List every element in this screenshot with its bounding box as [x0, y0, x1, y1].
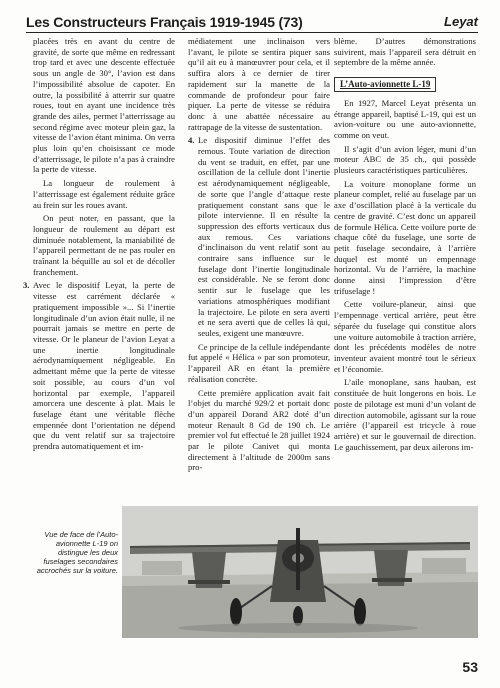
paragraph: La longueur de roulement à l’atterrissage est également réduite grâce au frein sur les roues avant.	[33, 178, 175, 210]
paragraph: La voiture monoplane forme un planeur complet, relié au fuselage par un axe d’oscillation placé à la verticale du centre de gravité. C’est donc un appareil de formule Hélica. Cette voilure porte de chaque côté du fuselage, une sorte de petit fuselage secondaire, à l’arrière duquel est monté un empennage horizontal. Vu de l’arrière, la machine donne ainsi l’impression d’être trifuselage !	[334, 178, 476, 296]
section-brand: Leyat	[444, 14, 478, 29]
paragraph: Ce principe de la cellule indépendante fut appelé « Hélica » par son promoteur, l’appareil AR en étant la première réalisation concrète.	[188, 341, 330, 384]
list-text: Avec le dispositif Leyat, la perte de vitesse est carrément déclarée « pratiquement impossible »... Si l’inertie longitudinale d’un avion était nulle, il ne pourrait jamais se mettre en perte de vitesse. Or le planeur de l’avion Leyat a une inertie longitudinale aérodynamiquement négligeable. En admettant même que la perte de vitesse soit possible, au cours d’un vol horizontal par exemple, l’appareil amorcera une descente à plat. Mais le fuselage étant une véritable flèche empennée dont l’orientation ne dépend que du vent relatif sur sa trajectoire prendra automatiquement et im-	[33, 280, 175, 452]
running-title: Les Constructeurs Français 1919-1945 (73)	[26, 14, 303, 30]
page-header	[26, 12, 478, 33]
list-text: Le dispositif diminue l’effet des remous. Toute variation de direction du vent se traduit, en effet, par une oscillation de la cellule dont l’inertie est aérodynamiquement négligeable, de sorte que l’angle d’attaque reste pratiquement constant sans que le pilote intervienne. Il en résulte la suppression des efforts verticaux dus aux remous. Ces variations d’inclinaison du vent relatif sont au contraire sans influence sur le fuselage dont l’inertie longitudinale est considérable. Ne se feront donc sentir sur le fuselage que les variations atmosphériques modifiant la trajectoire. Le pilote en sera averti et ne sera averti que de celles là qui, seules, exigent une manœuvre.	[198, 135, 330, 338]
paragraph: L’aile monoplane, sans hauban, est constituée de huit longerons en bois. Le poste de pilotage est muni d’un volant de direction automobile, agissant sur la roue arrière (l’appareil est tricycle à roue arrière) et sur le gouvernail de direction. Le gauchissement, par deux ailerons im-	[334, 377, 476, 452]
paragraph: blème. D’autres démonstrations suivirent, mais l’appareil sera détruit en septembre de la même année.	[334, 36, 476, 68]
paragraph: Il s’agit d’un avion léger, muni d’un moteur ABC de 35 ch., qui possède plusieurs caractéristiques particulières.	[334, 143, 476, 176]
text-column-3	[334, 36, 476, 455]
paragraph: placées très en avant du centre de gravité, de sorte que même en redressant trop tard et avec une descente effectuée sous un angle de 30°, l’avion est dans l’impossibilité absolue de capoter. En outre, la possibilité à atterrir sur quatre roues, tout en ayant une incidence très grande des ailes, permet l’atterrissage au second régime avec moteur plein gaz, la vitesse de l’avion étant minima. On verra plus loin qu’en choisissant ce mode d’atterrissage, le pilote n’a pas à craindre la perte de vitesse.	[33, 36, 175, 175]
list-number: 3.	[23, 280, 30, 291]
paragraph: Cette première application avait fait l’objet du marché 929/2 et portait donc d’un appareil Dorand AR2 doté d’un moteur Renault 8 Gd de 190 ch. Le premier vol fut effectué le 28 juillet 1924 par le pilote Canivet qui monta directement à l’altitude de 2000m sans pro-	[188, 387, 330, 473]
paragraph: médiatement une inclinaison vers l’avant, le pilote se sentira piquer sans qu’il ait eu à manœuvrer pour cela, et il suffira alors à ce dernier de tirer rapidement sur la manette de la commande de profondeur pour faire piquer. La perte de vitesse se réduira donc à une abattée nécessaire au rattrapage de la vitesse de sustentation.	[188, 36, 330, 132]
page-number: 53	[462, 659, 478, 675]
aircraft-photo	[122, 506, 478, 638]
paragraph: On peut noter, en passant, que la longueur de roulement au départ est diminuée notablement, la maniabilité de l’appareil permettant de ne pas rouler en traînant la béquille au sol et de décoller franchement.	[33, 213, 175, 277]
paragraph: En 1927, Marcel Leyat présenta un étrange appareil, baptisé L-19, qui est un avion-voiture ou une auto-avionnette, comme on veut.	[334, 97, 476, 140]
list-item-4	[188, 135, 330, 338]
text-column-1	[23, 36, 175, 455]
list-item-3	[23, 280, 175, 452]
paragraph: Cette voilure-planeur, ainsi que l’empennage vertical arrière, peut être séparée du fuselage qui constitue alors une voiture automobile à traction arrière, dont les précédents modèles de notre inventeur avaient montré tout le sérieux et l’économie.	[334, 299, 476, 374]
aircraft-illustration	[122, 506, 478, 638]
section-heading: L’Auto-avionnette L-19	[334, 77, 436, 92]
list-number: 4.	[188, 135, 195, 146]
photo-caption: Vue de face de l’Auto-avionnette L-19 on distingue les deux fuselages secondaires accrochés sur la voiture.	[36, 530, 118, 575]
text-column-2	[188, 36, 330, 476]
